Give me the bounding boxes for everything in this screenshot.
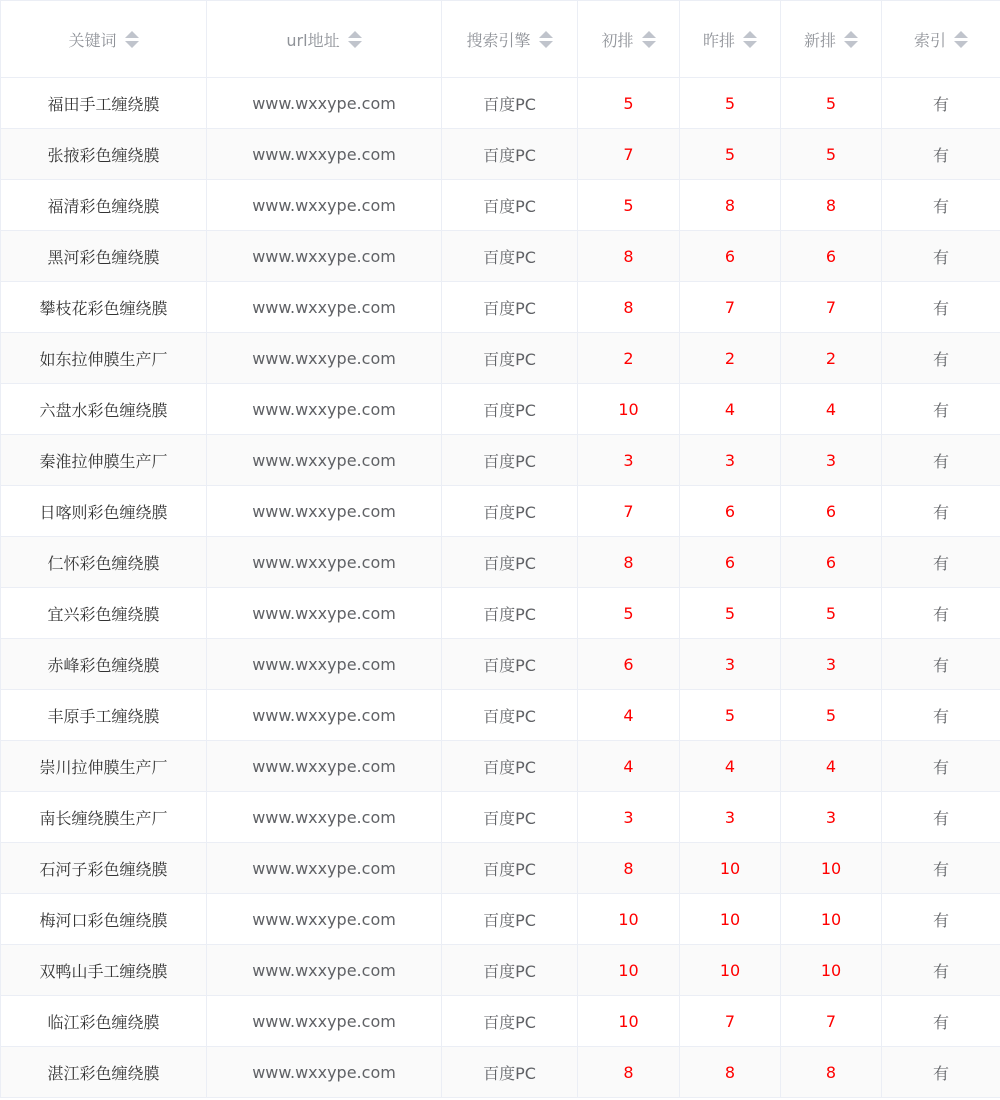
keyword-cell: 湛江彩色缠绕膜 [1, 1047, 207, 1098]
header-row [1, 1, 1000, 78]
index-cell: 有 [882, 792, 1000, 843]
sort-caret-icon[interactable] [844, 31, 858, 48]
url-cell: www.wxxype.com [207, 1047, 442, 1098]
yesterday-rank-cell: 3 [680, 792, 781, 843]
new-rank-cell: 3 [781, 435, 882, 486]
yesterday-rank-cell: 10 [680, 894, 781, 945]
index-cell: 有 [882, 180, 1000, 231]
index-cell: 有 [882, 996, 1000, 1047]
column-header-label: 搜索引擎 [466, 30, 531, 50]
index-cell: 有 [882, 945, 1000, 996]
table-row [1, 639, 1000, 690]
table-row [1, 333, 1000, 384]
engine-cell: 百度PC [442, 741, 578, 792]
initial-rank-cell: 8 [578, 843, 680, 894]
engine-cell: 百度PC [442, 1047, 578, 1098]
url-cell: www.wxxype.com [207, 180, 442, 231]
initial-rank-cell: 8 [578, 537, 680, 588]
keyword-cell: 宜兴彩色缠绕膜 [1, 588, 207, 639]
yesterday-rank-cell: 3 [680, 639, 781, 690]
new-rank-cell: 5 [781, 78, 882, 129]
yesterday-rank-cell: 4 [680, 384, 781, 435]
engine-cell: 百度PC [442, 486, 578, 537]
initial-rank-cell: 2 [578, 333, 680, 384]
column-header-label: 昨排 [702, 30, 735, 50]
table-row [1, 282, 1000, 333]
engine-cell: 百度PC [442, 384, 578, 435]
initial-rank-cell: 4 [578, 741, 680, 792]
new-rank-cell: 5 [781, 129, 882, 180]
new-rank-cell: 7 [781, 282, 882, 333]
initial-rank-cell: 8 [578, 1047, 680, 1098]
initial-rank-cell: 7 [578, 129, 680, 180]
table-row [1, 741, 1000, 792]
url-cell: www.wxxype.com [207, 384, 442, 435]
initial-rank-cell: 4 [578, 690, 680, 741]
keyword-cell: 张掖彩色缠绕膜 [1, 129, 207, 180]
engine-cell: 百度PC [442, 996, 578, 1047]
url-cell: www.wxxype.com [207, 282, 442, 333]
sort-caret-icon[interactable] [125, 31, 139, 48]
url-cell: www.wxxype.com [207, 945, 442, 996]
engine-cell: 百度PC [442, 78, 578, 129]
url-cell: www.wxxype.com [207, 996, 442, 1047]
sort-caret-icon[interactable] [954, 31, 968, 48]
new-rank-cell: 5 [781, 690, 882, 741]
yesterday-rank-cell: 8 [680, 1047, 781, 1098]
sort-caret-icon[interactable] [642, 31, 656, 48]
index-cell: 有 [882, 894, 1000, 945]
yesterday-rank-cell: 10 [680, 945, 781, 996]
new-rank-cell: 3 [781, 639, 882, 690]
index-cell: 有 [882, 741, 1000, 792]
table-row [1, 792, 1000, 843]
new-rank-cell: 6 [781, 231, 882, 282]
yesterday-rank-cell: 5 [680, 129, 781, 180]
table-row [1, 945, 1000, 996]
column-header-initial-rank[interactable] [578, 1, 680, 78]
table-header [1, 1, 1000, 78]
column-header-new-rank[interactable] [781, 1, 882, 78]
keyword-cell: 石河子彩色缠绕膜 [1, 843, 207, 894]
index-cell: 有 [882, 231, 1000, 282]
column-header-label: 关键词 [68, 30, 117, 50]
index-cell: 有 [882, 588, 1000, 639]
engine-cell: 百度PC [442, 894, 578, 945]
yesterday-rank-cell: 3 [680, 435, 781, 486]
table-row [1, 435, 1000, 486]
sort-caret-icon[interactable] [348, 31, 362, 48]
new-rank-cell: 5 [781, 588, 882, 639]
yesterday-rank-cell: 10 [680, 843, 781, 894]
engine-cell: 百度PC [442, 435, 578, 486]
table-body [1, 78, 1000, 1098]
keyword-cell: 南长缠绕膜生产厂 [1, 792, 207, 843]
engine-cell: 百度PC [442, 588, 578, 639]
table-row [1, 996, 1000, 1047]
table-row [1, 78, 1000, 129]
keyword-cell: 双鸭山手工缠绕膜 [1, 945, 207, 996]
table-row [1, 231, 1000, 282]
keyword-cell: 赤峰彩色缠绕膜 [1, 639, 207, 690]
column-header-label: 索引 [913, 30, 946, 50]
new-rank-cell: 10 [781, 894, 882, 945]
new-rank-cell: 3 [781, 792, 882, 843]
url-cell: www.wxxype.com [207, 231, 442, 282]
new-rank-cell: 4 [781, 741, 882, 792]
engine-cell: 百度PC [442, 639, 578, 690]
keyword-cell: 仁怀彩色缠绕膜 [1, 537, 207, 588]
new-rank-cell: 8 [781, 1047, 882, 1098]
initial-rank-cell: 10 [578, 894, 680, 945]
index-cell: 有 [882, 843, 1000, 894]
index-cell: 有 [882, 435, 1000, 486]
engine-cell: 百度PC [442, 180, 578, 231]
table-row [1, 129, 1000, 180]
initial-rank-cell: 8 [578, 231, 680, 282]
yesterday-rank-cell: 7 [680, 282, 781, 333]
initial-rank-cell: 10 [578, 996, 680, 1047]
yesterday-rank-cell: 6 [680, 537, 781, 588]
index-cell: 有 [882, 333, 1000, 384]
url-cell: www.wxxype.com [207, 537, 442, 588]
column-header-keyword[interactable] [1, 1, 207, 78]
engine-cell: 百度PC [442, 843, 578, 894]
index-cell: 有 [882, 78, 1000, 129]
initial-rank-cell: 8 [578, 282, 680, 333]
table-row [1, 690, 1000, 741]
table-row [1, 843, 1000, 894]
index-cell: 有 [882, 129, 1000, 180]
table-row [1, 537, 1000, 588]
initial-rank-cell: 3 [578, 435, 680, 486]
table-row [1, 894, 1000, 945]
keyword-cell: 六盘水彩色缠绕膜 [1, 384, 207, 435]
index-cell: 有 [882, 537, 1000, 588]
keyword-cell: 梅河口彩色缠绕膜 [1, 894, 207, 945]
initial-rank-cell: 5 [578, 78, 680, 129]
engine-cell: 百度PC [442, 282, 578, 333]
table-row [1, 1047, 1000, 1098]
yesterday-rank-cell: 4 [680, 741, 781, 792]
new-rank-cell: 2 [781, 333, 882, 384]
engine-cell: 百度PC [442, 129, 578, 180]
new-rank-cell: 7 [781, 996, 882, 1047]
initial-rank-cell: 6 [578, 639, 680, 690]
new-rank-cell: 4 [781, 384, 882, 435]
new-rank-cell: 10 [781, 843, 882, 894]
keyword-cell: 福田手工缠绕膜 [1, 78, 207, 129]
initial-rank-cell: 10 [578, 945, 680, 996]
new-rank-cell: 10 [781, 945, 882, 996]
url-cell: www.wxxype.com [207, 792, 442, 843]
keyword-cell: 攀枝花彩色缠绕膜 [1, 282, 207, 333]
keyword-cell: 如东拉伸膜生产厂 [1, 333, 207, 384]
url-cell: www.wxxype.com [207, 435, 442, 486]
engine-cell: 百度PC [442, 231, 578, 282]
yesterday-rank-cell: 7 [680, 996, 781, 1047]
yesterday-rank-cell: 5 [680, 588, 781, 639]
url-cell: www.wxxype.com [207, 894, 442, 945]
keyword-cell: 黑河彩色缠绕膜 [1, 231, 207, 282]
engine-cell: 百度PC [442, 333, 578, 384]
column-header-label: 初排 [601, 30, 634, 50]
table-row [1, 384, 1000, 435]
initial-rank-cell: 3 [578, 792, 680, 843]
index-cell: 有 [882, 639, 1000, 690]
url-cell: www.wxxype.com [207, 486, 442, 537]
url-cell: www.wxxype.com [207, 78, 442, 129]
engine-cell: 百度PC [442, 945, 578, 996]
keyword-cell: 日喀则彩色缠绕膜 [1, 486, 207, 537]
index-cell: 有 [882, 1047, 1000, 1098]
engine-cell: 百度PC [442, 537, 578, 588]
initial-rank-cell: 5 [578, 588, 680, 639]
index-cell: 有 [882, 384, 1000, 435]
keyword-cell: 丰原手工缠绕膜 [1, 690, 207, 741]
url-cell: www.wxxype.com [207, 333, 442, 384]
engine-cell: 百度PC [442, 792, 578, 843]
new-rank-cell: 6 [781, 537, 882, 588]
url-cell: www.wxxype.com [207, 741, 442, 792]
url-cell: www.wxxype.com [207, 129, 442, 180]
new-rank-cell: 8 [781, 180, 882, 231]
yesterday-rank-cell: 5 [680, 78, 781, 129]
table-row [1, 486, 1000, 537]
initial-rank-cell: 7 [578, 486, 680, 537]
initial-rank-cell: 5 [578, 180, 680, 231]
table-row [1, 588, 1000, 639]
url-cell: www.wxxype.com [207, 588, 442, 639]
index-cell: 有 [882, 282, 1000, 333]
index-cell: 有 [882, 486, 1000, 537]
sort-caret-icon[interactable] [743, 31, 757, 48]
yesterday-rank-cell: 6 [680, 486, 781, 537]
column-header-yesterday-rank[interactable] [680, 1, 781, 78]
yesterday-rank-cell: 5 [680, 690, 781, 741]
url-cell: www.wxxype.com [207, 690, 442, 741]
engine-cell: 百度PC [442, 690, 578, 741]
yesterday-rank-cell: 6 [680, 231, 781, 282]
new-rank-cell: 6 [781, 486, 882, 537]
yesterday-rank-cell: 8 [680, 180, 781, 231]
sort-caret-icon[interactable] [539, 31, 553, 48]
url-cell: www.wxxype.com [207, 639, 442, 690]
keyword-cell: 崇川拉伸膜生产厂 [1, 741, 207, 792]
column-header-label: 新排 [803, 30, 836, 50]
keyword-cell: 临江彩色缠绕膜 [1, 996, 207, 1047]
initial-rank-cell: 10 [578, 384, 680, 435]
column-header-index[interactable] [882, 1, 1000, 78]
index-cell: 有 [882, 690, 1000, 741]
column-header-engine[interactable] [442, 1, 578, 78]
url-cell: www.wxxype.com [207, 843, 442, 894]
keyword-cell: 福清彩色缠绕膜 [1, 180, 207, 231]
keyword-cell: 秦淮拉伸膜生产厂 [1, 435, 207, 486]
table-row [1, 180, 1000, 231]
column-header-url[interactable] [207, 1, 442, 78]
yesterday-rank-cell: 2 [680, 333, 781, 384]
column-header-label: url地址 [286, 30, 340, 50]
